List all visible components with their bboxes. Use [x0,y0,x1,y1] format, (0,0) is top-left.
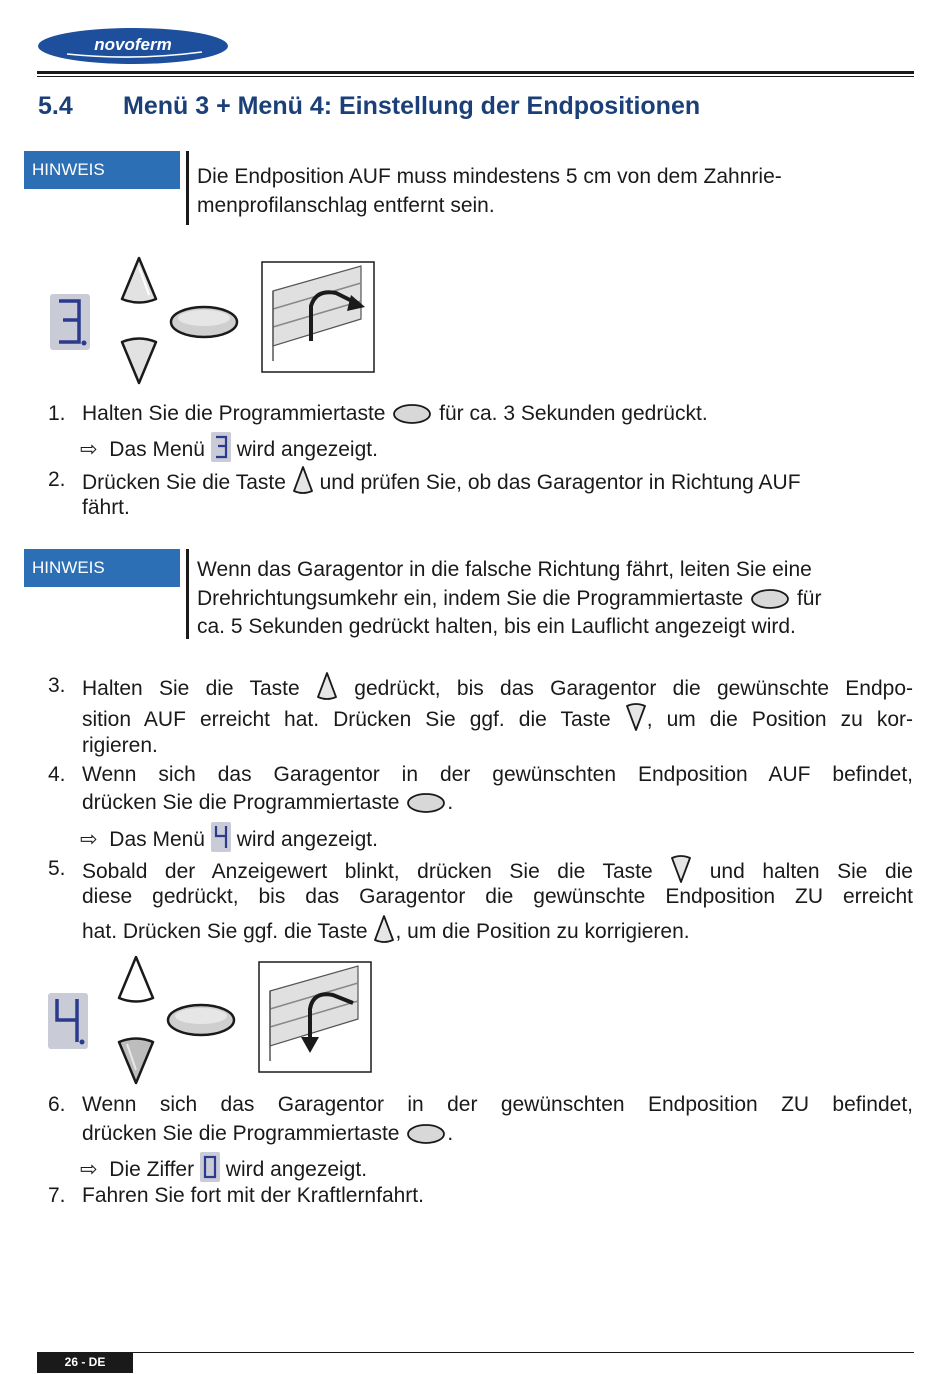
step-6-line-1: Wenn sich das Garagentor in der gewünschten Endposition ZU befindet, [82,1093,913,1116]
program-button-icon [168,304,240,340]
result-4 [80,822,378,854]
step-6-period: . [447,1122,454,1145]
down-arrow-button-icon [115,1034,157,1086]
step-6-line-2 [82,1119,453,1148]
note-2-line-3: ca. 5 Sekunden gedrückt halten, bis ein Lauflicht angezeigt wird. [197,615,796,638]
result-arrow-icon: ⇨ [80,828,98,851]
display-digit-3-icon [211,432,231,462]
novoferm-logo [37,27,229,65]
step-4-line-2 [82,788,453,817]
result-text: Die Ziffer [109,1158,195,1181]
note-2-line-2 [197,584,821,613]
header-rule [37,71,914,74]
step-4-text: drücken Sie die Programmiertaste [82,791,400,814]
logo-text: novoferm [94,35,172,54]
step-3-line-1 [82,671,913,703]
step-1-text: Halten Sie die Programmiertaste [82,402,386,425]
step-5-text-mid: und halten Sie die [709,860,913,883]
note-2-text: Drehrichtungsumkehr ein, indem Sie die Programmiertaste [197,587,744,610]
up-arrow-button-icon [115,954,157,1006]
result-1 [80,432,378,464]
up-arrow-button-icon [373,914,395,944]
note-tag: HINWEIS [24,151,180,189]
garage-door-open-illustration [261,261,375,373]
down-arrow-button-icon [625,702,647,732]
page-number: 26 - DE [37,1352,133,1373]
program-button-icon [391,403,433,425]
step-5-text-end: , um die Position zu korrigieren. [395,920,690,943]
garage-door-close-illustration [258,961,372,1073]
step-5-text-3: hat. Drücken Sie ggf. die Taste [82,920,368,943]
result-arrow-icon: ⇨ [80,1158,98,1181]
step-6-text: drücken Sie die Programmiertaste [82,1122,400,1145]
result-text: Das Menü [109,438,205,461]
result-text-end: wird angezeigt. [236,438,378,461]
step-3-text-2: sition AUF erreicht hat. Drücken Sie ggf. die Taste [82,708,611,731]
step-4-period: . [447,791,454,814]
note-2-line-1: Wenn das Garagentor in die falsche Richtung fährt, leiten Sie eine [197,558,812,581]
step-3-text-end: rigieren. [82,734,158,757]
step-2 [82,465,801,497]
header-rule-thin [37,76,914,77]
step-7-text: Fahren Sie fort mit der Kraftlernfahrt. [82,1184,424,1207]
step-3-text-mid: gedrückt, bis das Garagentor die gewünschte Endpo- [354,677,914,700]
step-2-text: Drücken Sie die Taste [82,471,286,494]
display-digit-4-icon [211,822,231,852]
step-5-line-2: diese gedrückt, bis das Garagentor die gewünschte Endposition ZU erreicht [82,885,913,908]
step-2-text-end: fährt. [82,496,130,519]
down-arrow-button-icon [670,854,692,884]
step-1-text-end: für ca. 3 Sekunden gedrückt. [439,402,708,425]
result-text-end: wird angezeigt. [236,828,378,851]
step-3-text-3: , um die Position zu kor- [646,708,913,731]
step-3-text: Halten Sie die Taste [82,677,300,700]
display-menu-4-icon [47,992,89,1050]
up-arrow-button-icon [118,255,160,307]
step-3-line-2 [82,702,913,734]
result-arrow-icon: ⇨ [80,438,98,461]
down-arrow-button-icon [118,334,160,386]
step-number: 4. [48,763,66,786]
note-text: Die Endposition AUF muss mindestens 5 cm von dem Zahnrie-menprofilanschlag entfernt sein. [197,165,782,217]
note-2-text-end: für [796,587,822,610]
display-digit-0-icon [200,1152,220,1182]
up-arrow-button-icon [292,465,314,495]
step-5-line-3 [82,914,690,946]
step-2-text-mid: und prüfen Sie, ob das Garagentor in Richtung AUF [319,471,801,494]
program-button-icon [749,588,791,610]
program-button-icon [405,792,447,814]
section-number: 5.4 [38,92,73,120]
result-text: Das Menü [109,828,205,851]
step-number: 3. [48,674,66,697]
step-number: 6. [48,1093,66,1116]
program-button-icon [165,1002,237,1038]
result-text-end: wird angezeigt. [225,1158,368,1181]
note-tag: HINWEIS [24,549,180,587]
note-divider [186,549,189,639]
program-button-icon [405,1123,447,1145]
footer-rule [37,1352,914,1353]
up-arrow-button-icon [316,671,338,701]
step-number: 1. [48,402,66,425]
step-number: 7. [48,1184,66,1207]
result-6 [80,1152,367,1184]
step-1 [82,399,708,428]
step-4-line-1: Wenn sich das Garagentor in der gewünschten Endposition AUF befindet, [82,763,913,786]
note-divider [186,151,189,225]
section-title: Menü 3 + Menü 4: Einstellung der Endpositionen [123,92,701,120]
step-number: 2. [48,468,66,491]
step-5-text: Sobald der Anzeigewert blinkt, drücken Sie die Taste [82,860,653,883]
display-menu-3-icon [49,293,91,351]
step-number: 5. [48,857,66,880]
